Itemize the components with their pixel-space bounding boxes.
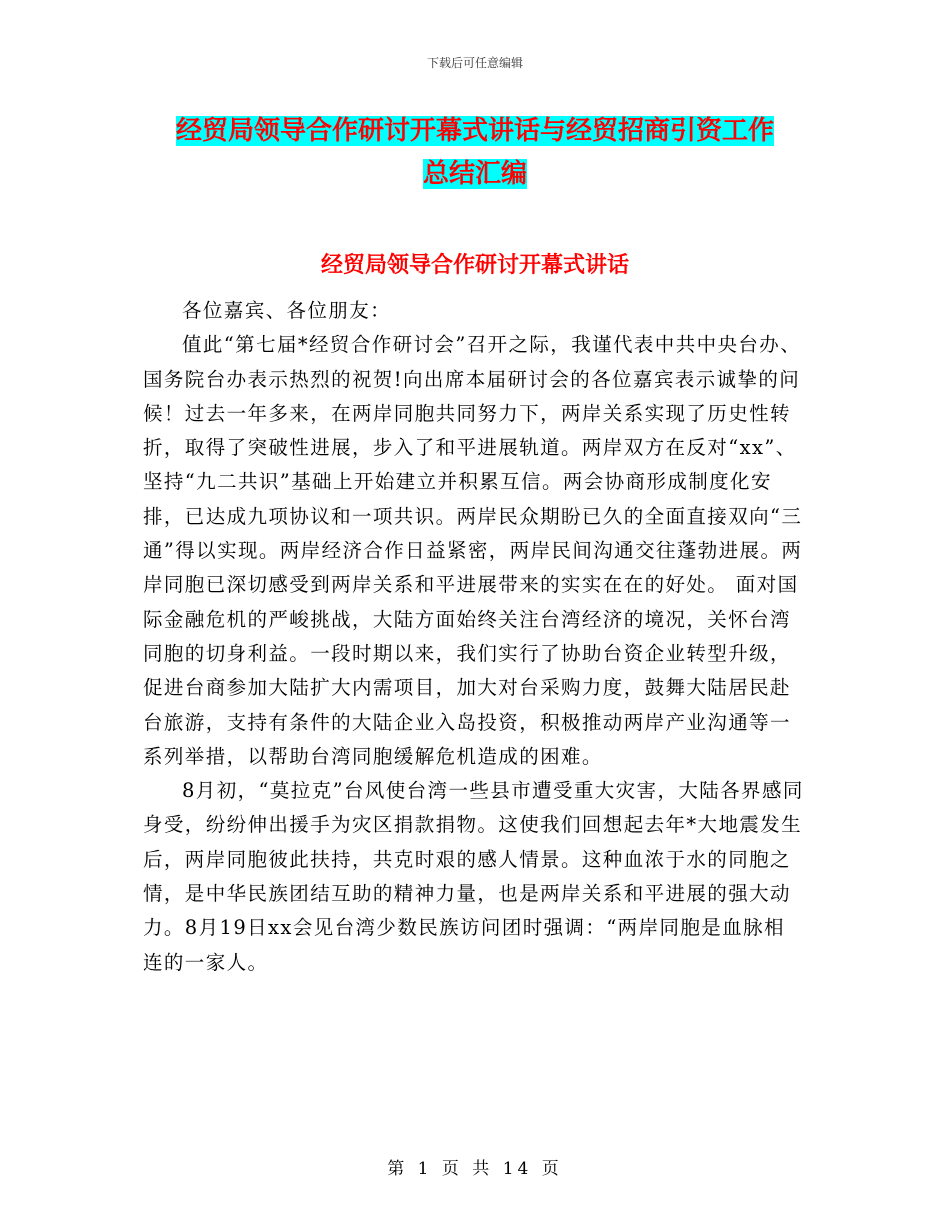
document-body	[143, 294, 805, 980]
document-title-line-1: 经贸局领导合作研讨开幕式讲话与经贸招商引资工作	[175, 116, 774, 146]
section-title: 经贸局领导合作研讨开幕式讲话	[320, 252, 629, 278]
document-title-line-2: 总结汇编	[422, 159, 527, 189]
body-paragraph: 值此“第七届*经贸合作研讨会”召开之际，我谨代表中共中央台办、国务院台办表示热烈的祝贺!向出席本届研讨会的各位嘉宾表示诚挚的问候！过去一年多来，在两岸同胞共同努力下，两岸关系实现了历史性转折，取得了突破性进展，步入了和平进展轨道。两岸双方在反对“xx”、坚持“九二共识”基础上开始建立并积累互信。两会协商形成制度化安排，已达成九项协议和一项共识。两岸民众期盼已久的全面直接双向“三通”得以实现。两岸经济合作日益紧密，两岸民间沟通交往蓬勃进展。两岸同胞已深切感受到两岸关系和平进展带来的实实在在的好处。 面对国际金融危机的严峻挑战，大陆方面始终关注台湾经济的境况，关怀台湾同胞的切身利益。一段时期以来，我们实行了协助台资企业转型升级，促进台商参加大陆扩大内需项目，加大对台采购力度，鼓舞大陆居民赴台旅游，支持有条件的大陆企业入岛投资，积极推动两岸产业沟通等一系列举措，以帮助台湾同胞缓解危机造成的困难。	[143, 333, 803, 768]
page-header-note: 下载后可任意编辑	[426, 56, 523, 70]
body-paragraph: 8月初，“莫拉克”台风使台湾一些县市遭受重大灾害，大陆各界感同身受，纷纷伸出援手为灾区捐款捐物。这使我们回想起去年*大地震发生后，两岸同胞彼此扶持，共克时艰的感人情景。这种血浓于水的同胞之情，是中华民族团结互助的精神力量，也是两岸关系和平进展的强大动力。8月19日xx会见台湾少数民族访问团时强调：“两岸同胞是血脉相连的一家人。	[143, 779, 804, 974]
page-number-footer: 第 1 页 共 14 页	[387, 1159, 563, 1179]
body-paragraph: 各位嘉宾、各位朋友：	[182, 299, 392, 322]
document-title	[0, 110, 950, 196]
